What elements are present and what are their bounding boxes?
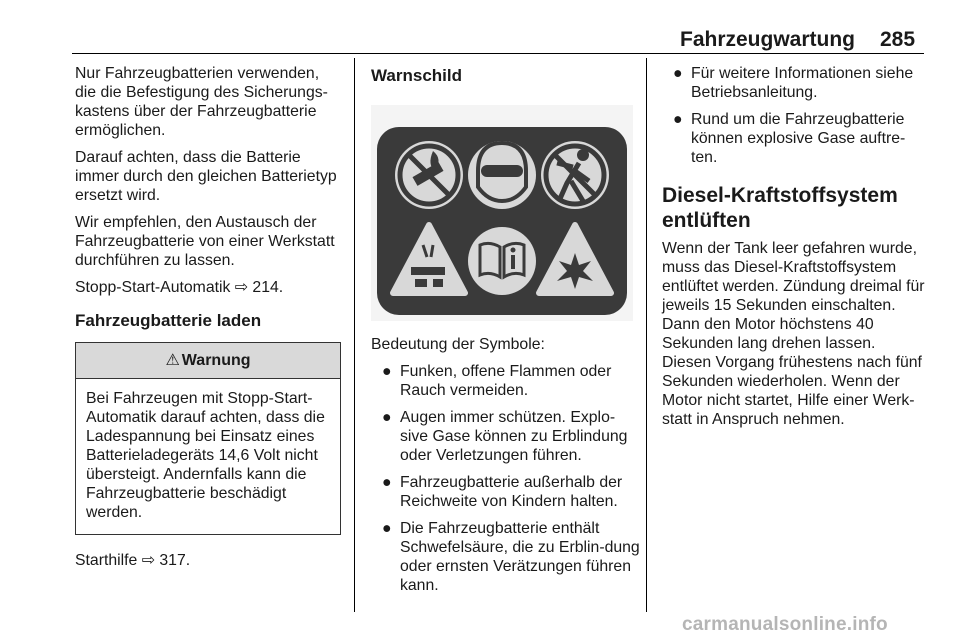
list-item-text: Funken, offene Flammen oder Rauch vermeiden. xyxy=(400,363,612,399)
list-item-text: Rund um die Fahrzeugbatterie können explosive Gase auftre-ten. xyxy=(691,111,906,166)
bullet-icon: ● xyxy=(673,65,683,82)
paragraph: Darauf achten, dass die Batterie immer durch den gleichen Batterietyp ersetzt wird. xyxy=(75,149,337,204)
warning-body: Bei Fahrzeugen mit Stopp-Start-Automatik darauf achten, dass die Ladespannung bei Einsatz eines Batterieladegeräts 14,6 Volt nicht übersteigt. Andernfalls kann die Fahrzeugbatterie beschädigt werden. xyxy=(86,390,325,521)
arrow-right-icon: ⇨ xyxy=(141,552,155,569)
list-item-text: Augen immer schützen. Explo-sive Gase können zu Erblindung oder Verletzungen führen. xyxy=(400,409,628,464)
warning-title: Warnung xyxy=(181,352,251,369)
warning-header xyxy=(76,343,340,379)
list-item-text: Fahrzeugbatterie außerhalb der Reichweite von Kindern halten. xyxy=(400,474,623,510)
paragraph: Wenn der Tank leer gefahren wurde, muss das Diesel-Kraftstoffsystem entlüftet werden. Zündung dreimal für jeweils 15 Sekunden einschalten. Dann den Motor höchstens 40 Sekunden lang drehen lassen. Diesen Vorgang frühestens nach fünf Sekunden wiederholen. Wenn der Motor nicht startet, Hilfe einer Werk-statt in Anspruch nehmen. xyxy=(662,240,925,428)
cross-reference[interactable] xyxy=(75,551,343,570)
bullet-icon: ● xyxy=(673,111,683,128)
symbol-list-continued xyxy=(662,64,928,167)
subheading: Warnschild xyxy=(371,66,462,85)
bullet-icon: ● xyxy=(382,474,392,491)
cross-reference[interactable] xyxy=(75,278,343,297)
paragraph: Wir empfehlen, den Austausch der Fahrzeugbatterie von einer Werkstatt durchführen zu lassen. xyxy=(75,214,335,269)
battery-warning-sign xyxy=(371,105,633,321)
watermark: carmanualsonline.info xyxy=(682,614,888,635)
list-item-text: Die Fahrzeugbatterie enthält Schwefelsäure, die zu Erblin-dung oder ernsten Verätzungen führen kann. xyxy=(400,520,640,594)
list-item-text: Für weitere Informationen siehe Betriebsanleitung. xyxy=(691,65,914,101)
column-left xyxy=(75,64,343,578)
paragraph: Nur Fahrzeugbatterien verwenden, die die Befestigung des Sicherungs-kastens über der Fahrzeugbatterie ermöglichen. xyxy=(75,65,328,139)
column-separator-1 xyxy=(354,58,355,612)
bullet-icon: ● xyxy=(382,363,392,380)
page-number: 285 xyxy=(880,28,916,51)
list-item xyxy=(371,473,641,511)
cross-reference-text: Starthilfe xyxy=(75,552,142,569)
no-fire-icon xyxy=(395,141,463,209)
column-right xyxy=(662,64,928,437)
arrow-right-icon: ⇨ xyxy=(234,279,249,296)
subheading: Fahrzeugbatterie laden xyxy=(75,311,262,330)
cross-reference-page: 214. xyxy=(248,279,284,296)
cross-reference-page: 317. xyxy=(154,552,191,569)
section-title: Diesel-Kraftstoffsystem entlüften xyxy=(662,184,898,232)
bullet-icon: ● xyxy=(382,520,392,537)
eye-protection-icon xyxy=(468,141,536,209)
list-item xyxy=(371,408,641,465)
bullet-icon: ● xyxy=(382,409,392,426)
symbol-intro: Bedeutung der Symbole: xyxy=(371,336,545,353)
list-item xyxy=(662,110,928,167)
page-header-title: Fahrzeugwartung xyxy=(680,28,856,51)
list-item xyxy=(371,362,641,400)
warning-box xyxy=(75,342,341,535)
list-item xyxy=(371,519,641,595)
column-middle xyxy=(371,64,641,603)
symbol-list xyxy=(371,362,641,595)
cross-reference-text: Stopp-Start-Automatik xyxy=(75,279,235,296)
warning-triangle-icon: ⚠ xyxy=(165,352,180,369)
keep-children-away-icon xyxy=(541,141,609,209)
read-manual-icon xyxy=(468,227,536,295)
column-separator-2 xyxy=(646,58,647,612)
header-rule xyxy=(72,53,924,54)
list-item xyxy=(662,64,928,102)
